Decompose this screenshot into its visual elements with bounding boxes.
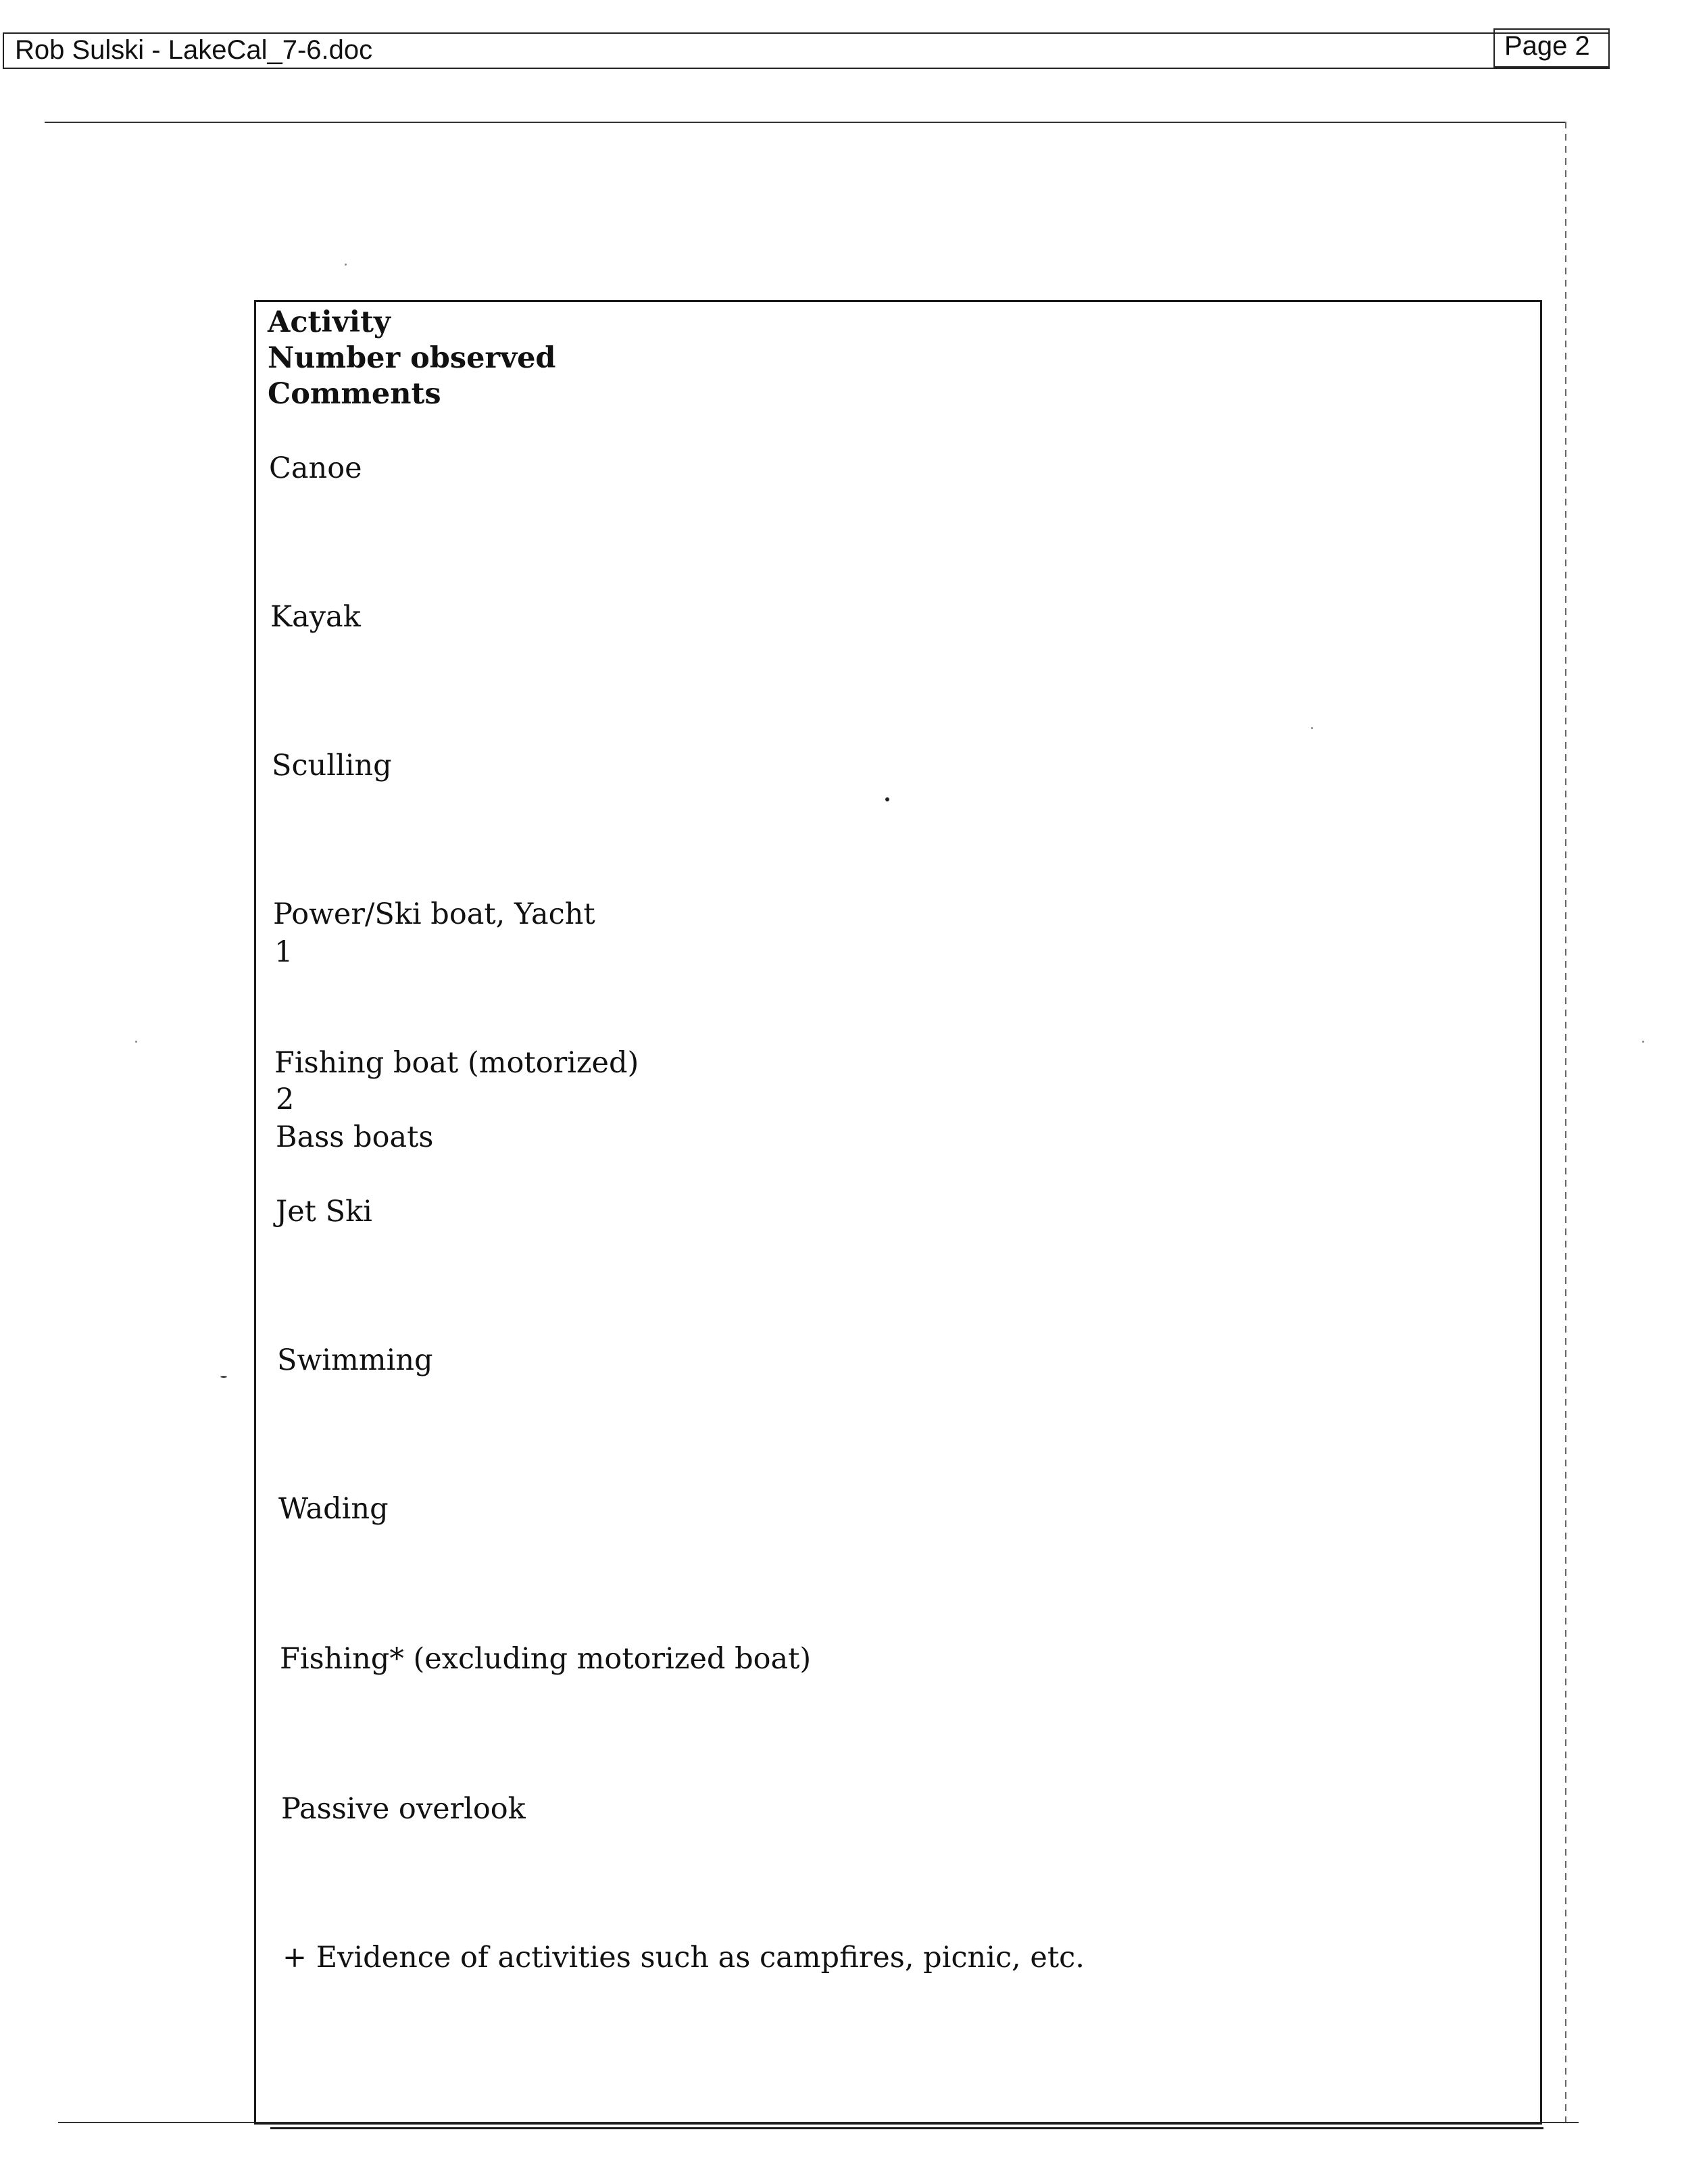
scan-speck: [220, 1376, 227, 1378]
activity-form-box: [254, 300, 1542, 2125]
scan-speck: [1642, 1041, 1644, 1043]
scan-speck: [1311, 727, 1313, 729]
header-number-observed: Number observed: [268, 341, 556, 375]
scan-speck: [885, 797, 889, 801]
header-activity: Activity: [268, 305, 391, 339]
document-title: Rob Sulski - LakeCal_7-6.doc: [15, 35, 373, 65]
page-number: Page 2: [1504, 31, 1590, 61]
header-comments: Comments: [268, 377, 441, 411]
page-frame-right: [1565, 122, 1566, 2122]
row-activity: Canoe: [269, 451, 362, 485]
row-number: 1: [274, 935, 293, 969]
scan-speck: [135, 1041, 137, 1043]
row-activity: Power/Ski boat, Yacht: [273, 897, 595, 931]
row-activity: + Evidence of activities such as campfires, picnic, etc.: [282, 1941, 1085, 1975]
row-activity: Fishing boat (motorized): [274, 1046, 639, 1080]
row-activity: Fishing* (excluding motorized boat): [280, 1642, 812, 1676]
row-comments: Bass boats: [276, 1120, 434, 1154]
row-activity: Passive overlook: [281, 1792, 526, 1826]
form-box-bottom-rule: [270, 2127, 1543, 2129]
page-frame-top: [45, 122, 1566, 123]
row-activity: Swimming: [277, 1343, 433, 1377]
row-activity: Wading: [278, 1492, 389, 1526]
row-number: 2: [276, 1083, 295, 1116]
row-activity: Kayak: [270, 600, 361, 634]
row-activity: Jet Ski: [276, 1195, 372, 1228]
row-activity: Sculling: [272, 749, 392, 783]
scan-speck: [345, 264, 347, 266]
